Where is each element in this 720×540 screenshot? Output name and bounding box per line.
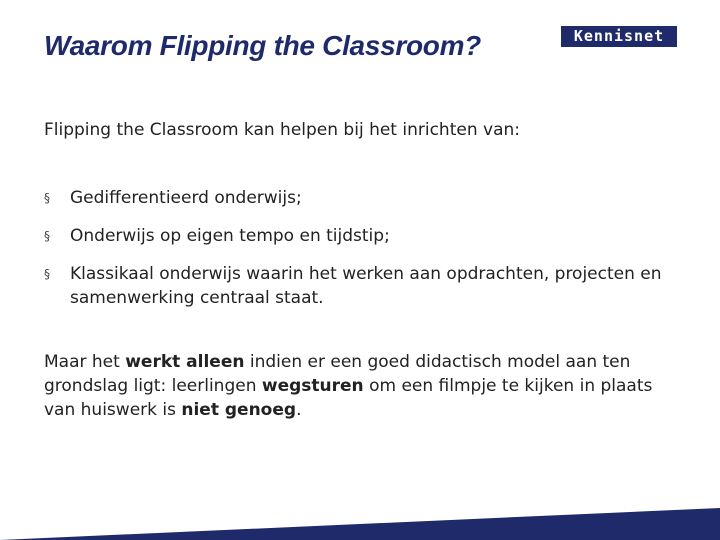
bullet-icon: § — [44, 267, 50, 281]
footer-wedge-shape — [0, 508, 720, 540]
bullet-text: Gedifferentieerd onderwijs; — [70, 188, 302, 208]
list-item — [44, 186, 684, 210]
slide-title: Waarom Flipping the Classroom? — [44, 30, 481, 61]
closing-emphasis: werkt alleen — [125, 352, 245, 372]
list-item — [44, 224, 684, 248]
bullet-icon: § — [44, 191, 50, 205]
bullet-text: Onderwijs op eigen tempo en tijdstip; — [70, 226, 390, 246]
list-item — [44, 262, 684, 310]
closing-emphasis: wegsturen — [261, 376, 364, 396]
bullet-icon: § — [44, 229, 50, 243]
closing-text: om een filmpje te kijken in plaats van huiswerk is — [44, 376, 653, 420]
closing-paragraph — [44, 350, 684, 422]
intro-text: Flipping the Classroom kan helpen bij het inrichten van: — [44, 120, 520, 140]
closing-text: indien er een goed didactisch model aan ten grondslag ligt: leerlingen — [44, 352, 631, 396]
kennisnet-logo: Kennisnet — [561, 26, 677, 47]
closing-text: Maar het — [44, 352, 126, 372]
closing-text: . — [296, 400, 302, 420]
closing-emphasis: niet genoeg — [181, 400, 297, 420]
bullet-list — [44, 186, 684, 324]
bullet-text: Klassikaal onderwijs waarin het werken aan opdrachten, projecten en samenwerking centraal staat. — [70, 264, 662, 308]
